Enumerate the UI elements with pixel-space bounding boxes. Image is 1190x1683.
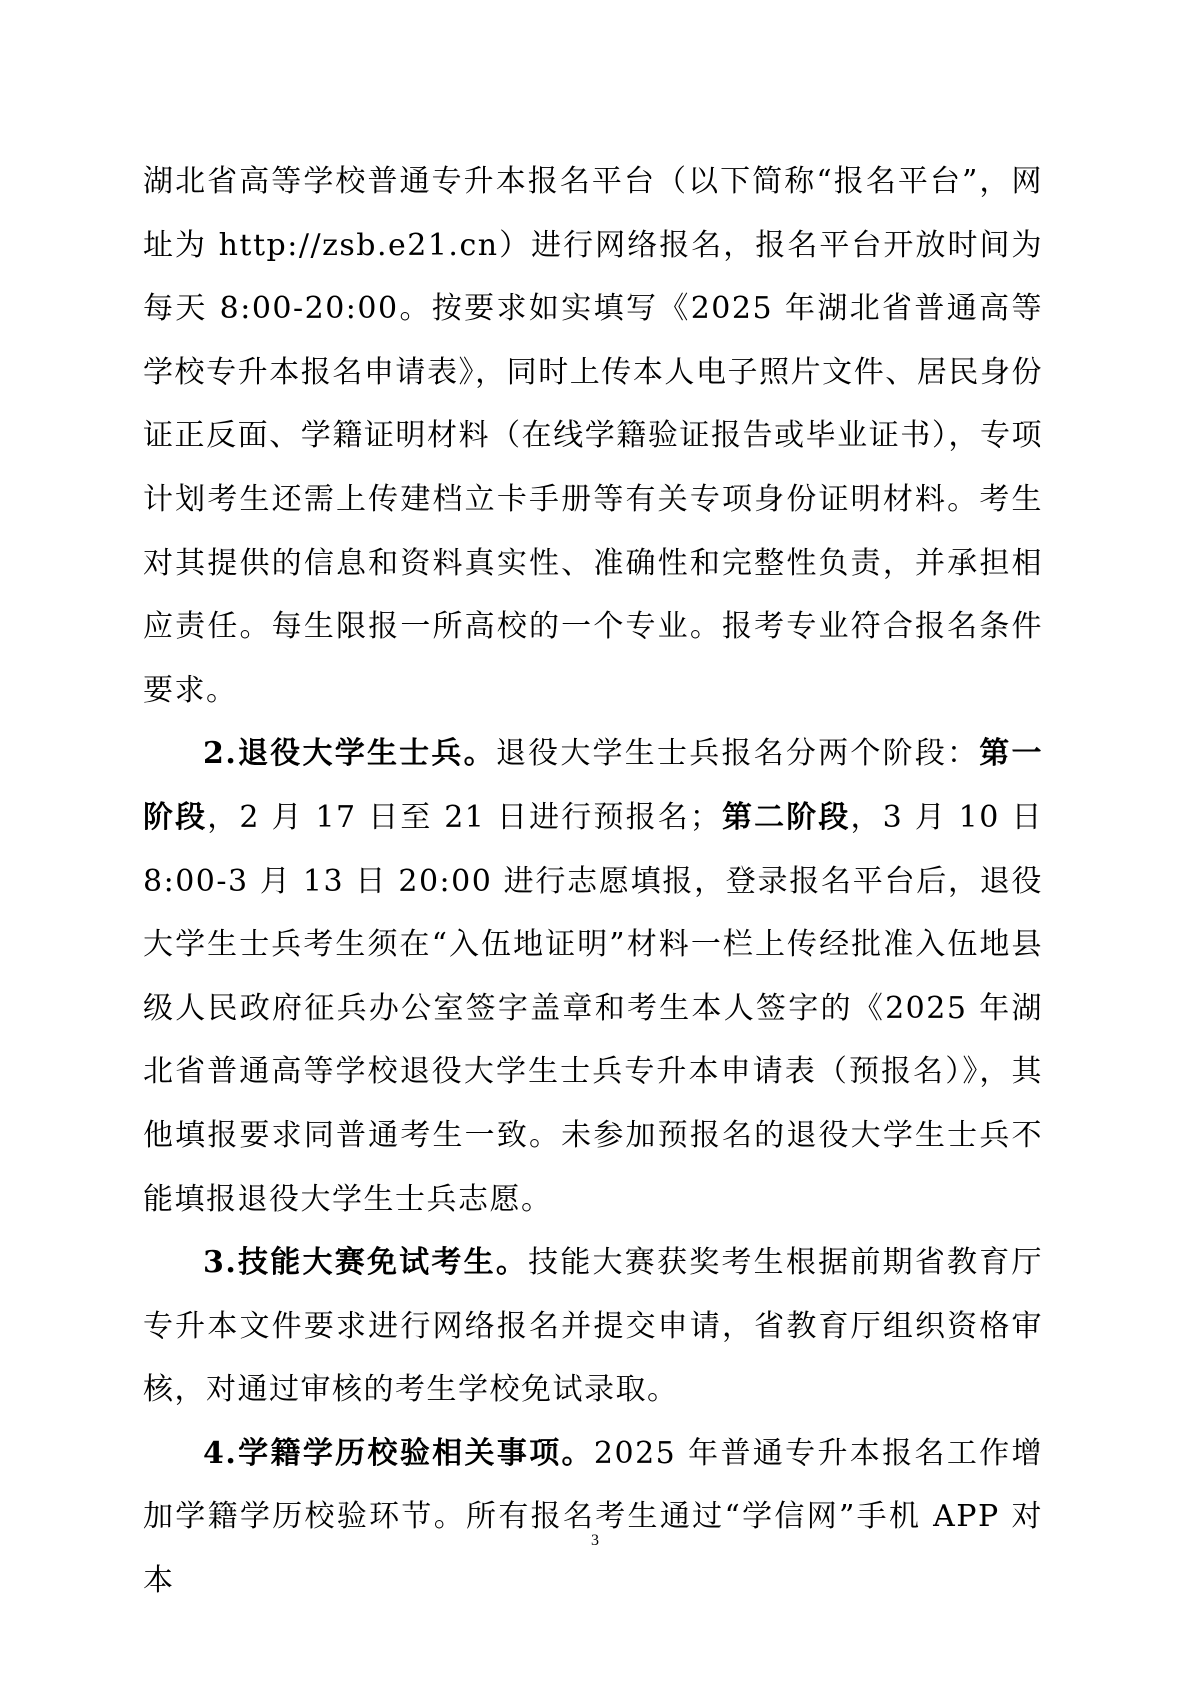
enrollment-verification-text: 2025 年普通专升本报名工作增加学籍学历校验环节。所有报名考生通过“学信网”手机 APP 对本 bbox=[143, 1435, 1043, 1599]
enrollment-verification-heading: 4.学籍学历校验相关事项。 bbox=[203, 1435, 594, 1471]
skills-competition-text: 技能大赛获奖考生根据前期省教育厅专升本文件要求进行网络报名并提交申请，省教育厅组织资格审核，对通过审核的考生学校免试录取。 bbox=[143, 1245, 1043, 1408]
skills-competition-heading: 3.技能大赛免试考生。 bbox=[203, 1245, 529, 1281]
paragraph-skills-competition bbox=[143, 1231, 1043, 1422]
veteran-students-intro: 退役大学生士兵报名分两个阶段： bbox=[495, 736, 980, 772]
veteran-students-heading: 2.退役大学生士兵。 bbox=[203, 736, 496, 772]
paragraph-enrollment-verification bbox=[143, 1422, 1043, 1613]
paragraph-veteran-students bbox=[143, 722, 1043, 1231]
page-number: 3 bbox=[591, 1532, 599, 1549]
phase-one-text: ，2 月 17 日至 21 日进行预报名； bbox=[207, 799, 722, 835]
phase-one-label: 第一阶段 bbox=[143, 736, 1044, 835]
phase-two-label: 第二阶段 bbox=[721, 799, 851, 835]
registration-platform-text: 湖北省高等学校普通专升本报名平台（以下简称“报名平台”，网址为 http://zsb.e21.cn）进行网络报名，报名平台开放时间为每天 8:00-20:00。按要求如实填写《2025 年湖北省普通高等学校专升本报名申请表》，同时上传本人电子照片文件、居民身份证正反面、学籍证明材料（在线学籍验证报告或毕业证书），专项计划考生还需上传建档立卡手册等有关专项身份证明材料。考生对其提供的信息和资料真实性、准确性和完整性负责，并承担相应责任。每生限报一所高校的一个专业。报考专业符合报名条件要求。 bbox=[143, 164, 1043, 708]
phase-two-text: ，3 月 10 日 8:00-3 月 13 日 20:00 进行志愿填报，登录报名平台后，退役大学生士兵考生须在“入伍地证明”材料一栏上传经批准入伍地县级人民政府征兵办公室签字盖章和考生本人签字的《2025 年湖北省普通高等学校退役大学生士兵专升本申请表（预报名）》，其他填报要求同普通考生一致。未参加预报名的退役大学生士兵不能填报退役大学生士兵志愿。 bbox=[143, 799, 1044, 1217]
document-body bbox=[143, 150, 1043, 1613]
paragraph-registration-platform bbox=[143, 150, 1043, 722]
